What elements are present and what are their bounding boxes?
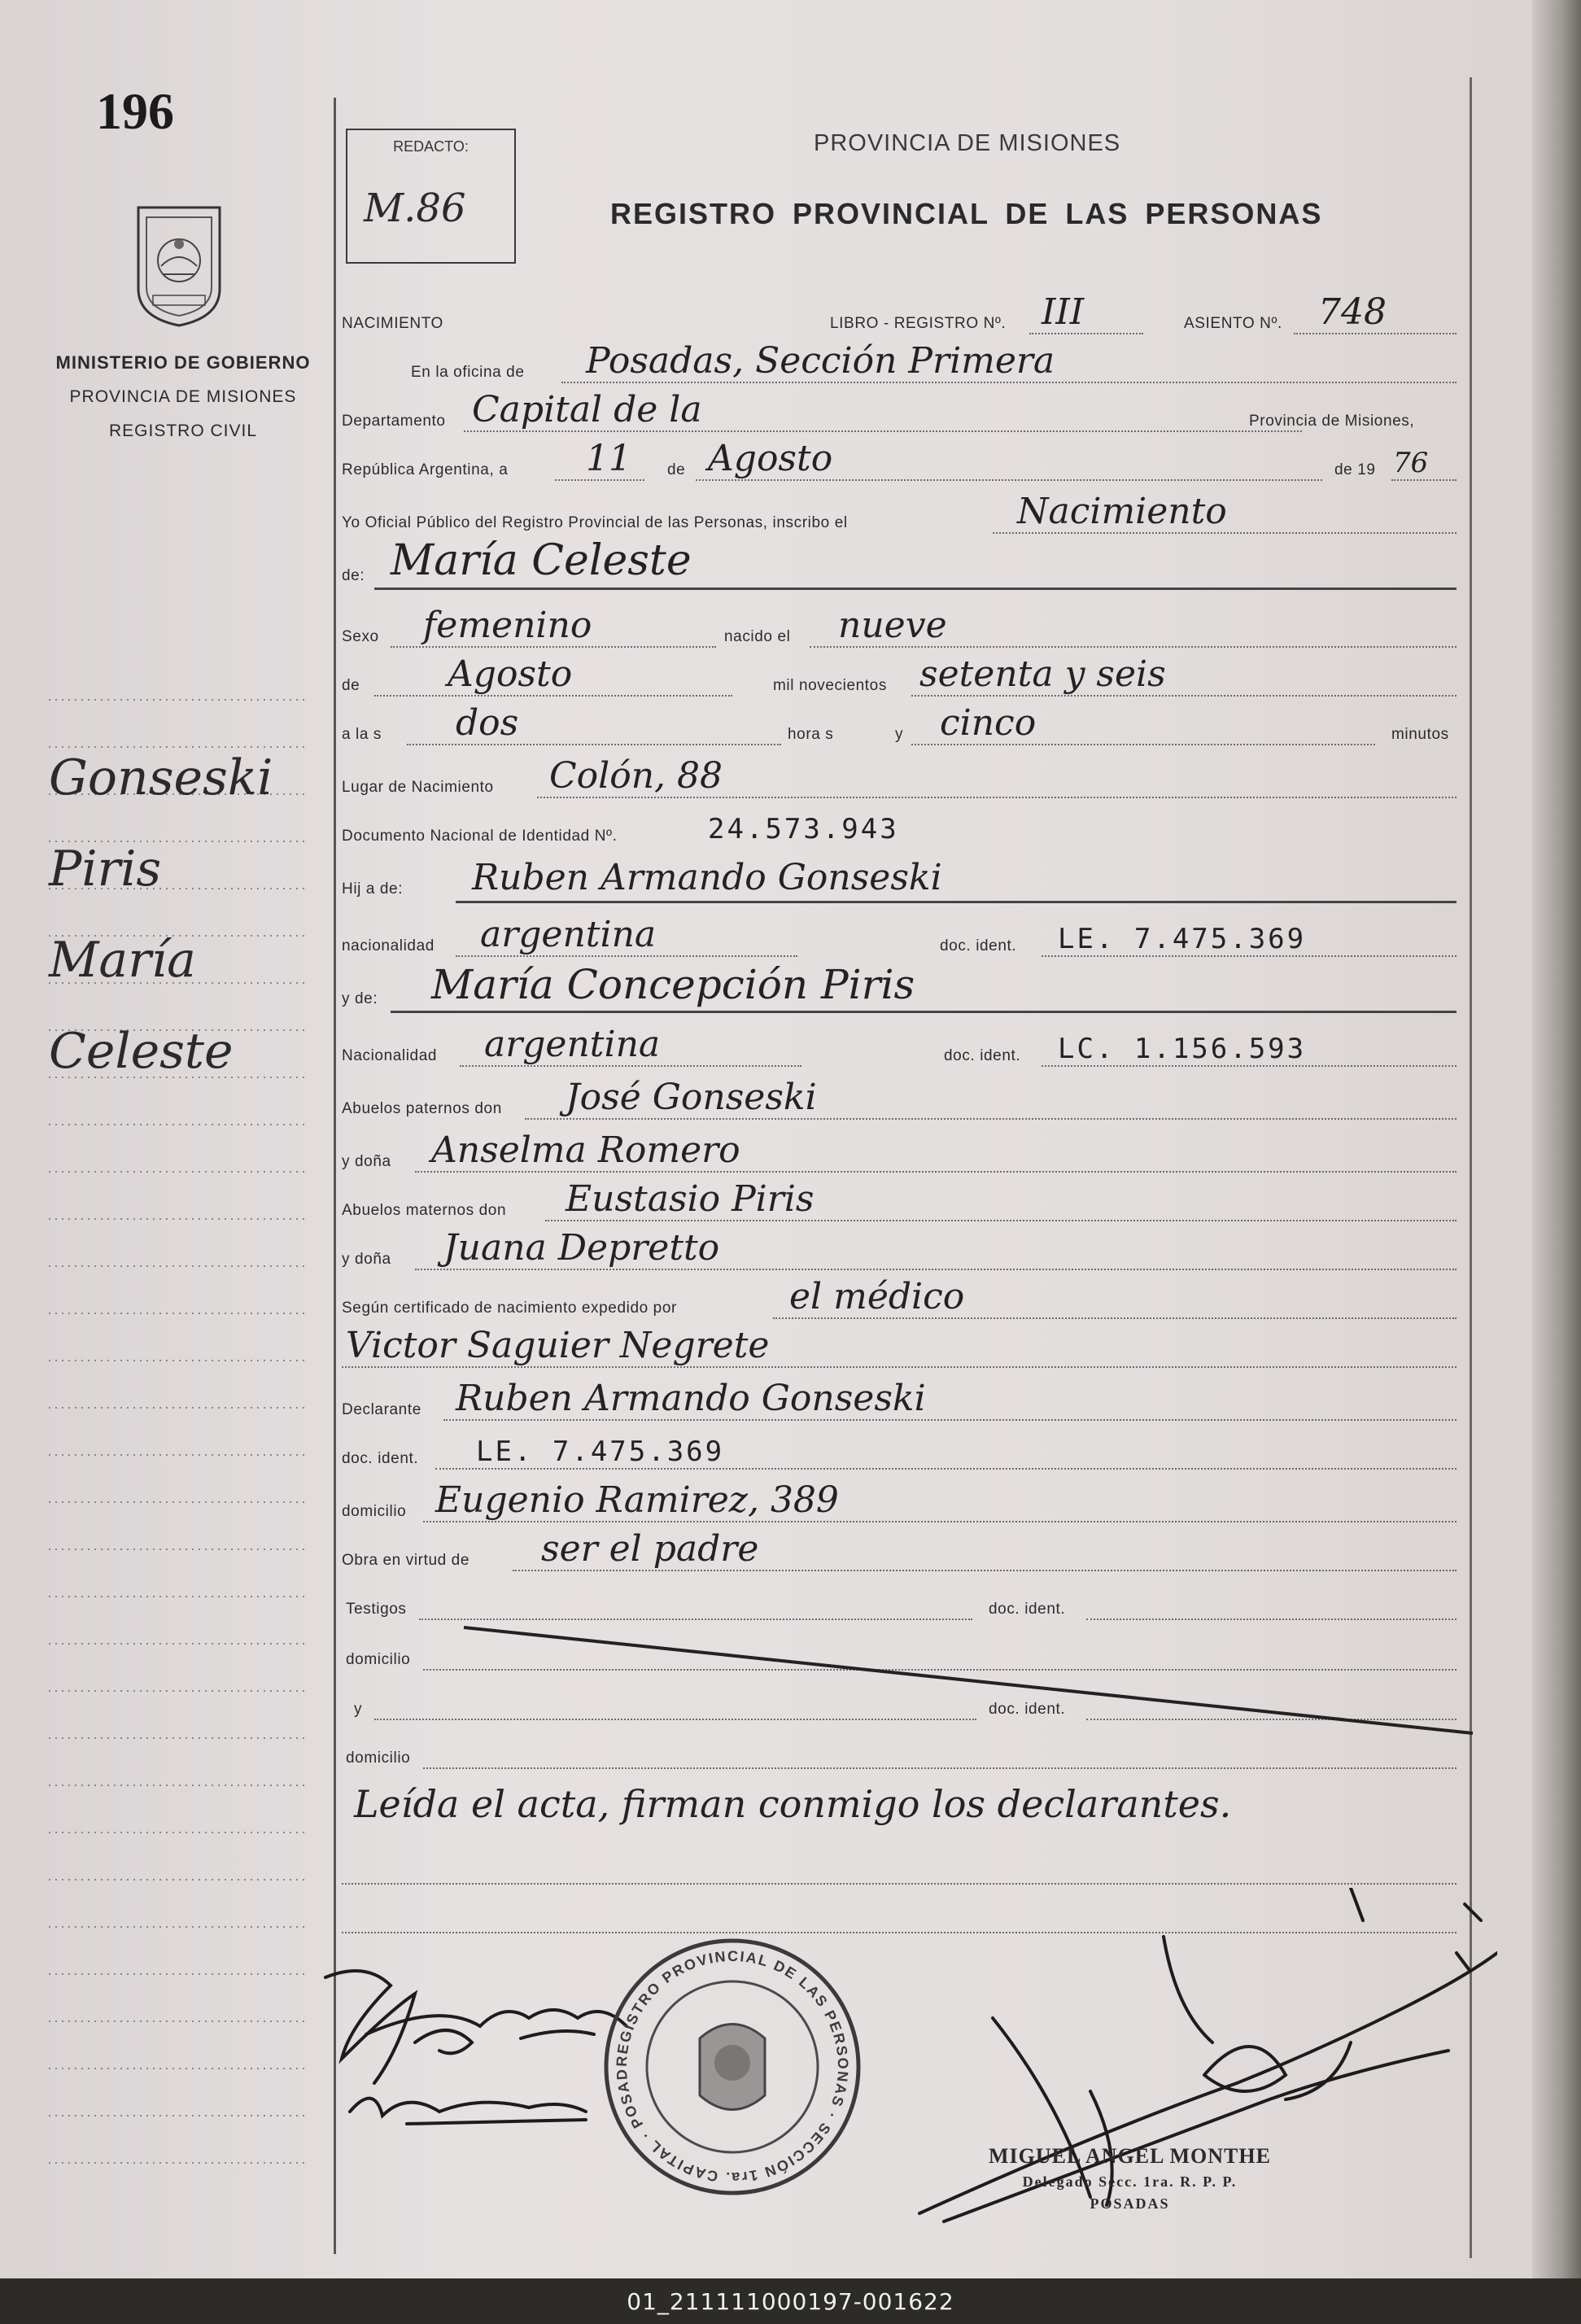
registry-header: REGISTRO PROVINCIAL DE LAS PERSONAS [610,197,1323,230]
row-nac-madre [342,1021,1457,1070]
oficina-label: En la oficina de [411,364,525,381]
nac-padre-value: argentina [480,914,657,955]
testigos-label: Testigos [346,1601,407,1618]
mes-nac-line [374,695,732,697]
dni-value: 24.573.943 [708,813,899,845]
doc-madre-label: doc. ident. [944,1047,1021,1064]
registry-stamp [598,1933,867,2201]
hijo-label: Hij a de: [342,880,404,898]
row-hora [342,700,1457,749]
nacido-line [810,646,1457,648]
y-minutos-label: y [895,726,904,743]
asiento-line [1294,333,1457,334]
ministry-block [33,346,334,448]
yde-label: y de: [342,990,378,1007]
scan-id-footer: 01_211111000197-001622 [0,2278,1581,2324]
declarante-line [443,1419,1457,1421]
domicilio-label: domicilio [342,1503,407,1520]
doc-test2-label: doc. ident. [989,1701,1066,1718]
padre-value: Ruben Armando Gonseski [472,857,942,898]
month-value: Agosto [708,438,833,479]
ministry-province: PROVINCIA DE MISIONES [69,387,297,406]
horas-line [407,744,781,745]
row-obra [342,1526,1457,1575]
ala-label: a la s [342,726,382,743]
nombre-line [374,588,1457,590]
day-value: 11 [586,438,631,479]
libro-label: LIBRO - REGISTRO Nº. [830,315,1007,332]
medico-value: Victor Saguier Negrete [346,1325,770,1366]
madre-line [391,1011,1457,1013]
row-record-numbers [342,289,1457,338]
certificado-label: Según certificado de nacimiento expedido por [342,1300,677,1317]
mes-nac-value: Agosto [448,653,573,695]
doc-padre-label: doc. ident. [940,937,1017,954]
row-abuela-mat [342,1225,1457,1273]
government-seal-icon [122,199,236,330]
row-abuela-pat [342,1127,1457,1176]
medico-line [342,1366,1457,1368]
nacido-label: nacido el [724,628,791,645]
doc-madre-line [1042,1065,1457,1067]
minutos-value: cinco [940,702,1037,744]
testigos-strike-line [456,1619,1481,1741]
year-line [1391,479,1457,481]
doc-test-label: doc. ident. [989,1601,1066,1618]
row-departamento [342,387,1457,435]
abuela-mat-line [415,1269,1457,1270]
sexo-label: Sexo [342,628,379,645]
acto-value: Nacimiento [1017,491,1227,532]
nac-padre-label: nacionalidad [342,937,435,954]
padre-line [456,901,1457,903]
row-testigos [342,1575,1457,1623]
row-inscribo [342,488,1457,537]
signer-title: Delegado Secc. 1ra. R. P. P. [1022,2173,1238,2190]
domicilio2-label: domicilio [346,1651,411,1668]
year-label: de 19 [1334,461,1376,478]
redacto-label: REDACTO: [393,138,469,155]
row-fecha [342,435,1457,484]
row-doc-declarante [342,1424,1457,1473]
abuelo-mat-line [545,1220,1457,1221]
de-mes-label: de [342,677,360,694]
certificado-line [773,1317,1457,1319]
margin-surname-1: Gonseski [49,749,273,806]
domicilio-value: Eugenio Ramirez, 389 [435,1479,839,1521]
abuela-pat-value: Anselma Romero [431,1129,740,1171]
margin-given-2: Celeste [49,1023,234,1080]
oficina-line [561,382,1457,383]
libro-line [1029,333,1143,334]
departamento-value: Capital de la [472,389,702,430]
minutos-label: minutos [1391,726,1449,743]
doc-padre-line [1042,955,1457,957]
row-nombre [342,536,1457,590]
margin-surname-2: Piris [49,841,162,898]
sexo-value: femenino [423,605,592,646]
anio-nac-value: setenta y seis [919,653,1166,695]
nac-madre-value: argentina [484,1024,661,1065]
province-header: PROVINCIA DE MISIONES [814,130,1121,156]
abuelo-mat-value: Eustasio Piris [566,1178,815,1220]
row-domicilio [342,1477,1457,1526]
y2-label: y [354,1701,363,1718]
doc-decl-line [435,1468,1457,1470]
lugar-label: Lugar de Nacimiento [342,779,494,796]
stamp-ring-text: REGISTRO PROVINCIAL DE LAS PERSONAS · SECCIÓN 1ra. CAPITAL · POSAD [613,1947,852,2186]
row-sexo [342,602,1457,651]
redacto-value: M.86 [364,186,466,231]
abuela-mat-value: Juana Depretto [443,1227,720,1269]
row-dni [342,802,1457,850]
ministry-title: MINISTERIO DE GOBIERNO [55,352,311,373]
domicilio3-line [423,1767,1457,1769]
doc-decl-value: LE. 7.475.369 [476,1435,725,1468]
minutos-line [911,744,1375,745]
ydona1-label: y doña [342,1153,391,1170]
signer-city: POSADAS [1090,2195,1170,2212]
sexo-line [391,646,716,648]
row-abuelo-pat [342,1074,1457,1123]
abuela-pat-line [415,1171,1457,1173]
madre-value: María Concepción Piris [431,961,915,1008]
abuelo-pat-value: José Gonseski [566,1077,817,1118]
row-oficina [342,338,1457,387]
domicilio3-label: domicilio [346,1750,411,1767]
oficina-value: Posadas, Sección Primera [586,340,1055,382]
nac-madre-line [460,1065,801,1067]
dni-label: Documento Nacional de Identidad Nº. [342,828,618,845]
de-label: de [667,461,686,478]
year-value: 76 [1393,447,1429,479]
declarante-value: Ruben Armando Gonseski [456,1378,926,1419]
page-number: 196 [96,82,174,140]
domicilio-line [423,1521,1457,1522]
departamento-line [464,430,1302,432]
row-blank-1 [342,1839,1457,1888]
margin-annotation [49,732,309,1097]
republica-label: República Argentina, a [342,461,509,478]
day-line [555,479,644,481]
abuelos-pat-label: Abuelos paternos don [342,1100,502,1117]
horas-label: hora s [788,726,834,743]
mil-label: mil novecientos [773,677,887,694]
row-closing [342,1782,1457,1831]
month-line [696,479,1322,481]
left-rule [334,98,336,2254]
asiento-value: 748 [1318,291,1387,333]
asiento-label: ASIENTO Nº. [1184,315,1282,332]
obra-value: ser el padre [541,1528,759,1570]
ministry-registry: REGISTRO CIVIL [108,422,258,440]
departamento-label: Departamento [342,413,446,430]
abuelos-mat-label: Abuelos maternos don [342,1202,507,1219]
lugar-line [537,797,1457,798]
row-declarante [342,1375,1457,1424]
redacto-box [346,129,516,264]
row-nac-padre [342,911,1457,960]
libro-value: III [1042,291,1085,333]
nac-madre-label: Nacionalidad [342,1047,438,1064]
horas-value: dos [456,702,519,744]
lugar-value: Colón, 88 [549,755,723,797]
row-abuelo-mat [342,1176,1457,1225]
record-type-label: NACIMIENTO [342,315,443,332]
acto-line [993,532,1457,534]
provincia-label: Provincia de Misiones, [1249,413,1415,430]
declarante-label: Declarante [342,1401,421,1418]
de-nombre-label: de: [342,567,365,584]
margin-given-1: María [49,932,196,989]
doc-decl-label: doc. ident. [342,1450,419,1467]
row-lugar [342,753,1457,802]
signer-name: MIGUEL ANGEL MONTHE [989,2144,1271,2168]
ydona2-label: y doña [342,1251,391,1268]
obra-label: Obra en virtud de [342,1552,470,1569]
nombre-value: María Celeste [391,536,692,585]
nacido-value: nueve [838,605,947,646]
nac-padre-line [456,955,797,957]
signer-block [989,2144,1271,2213]
certificado-value: el médico [789,1276,965,1317]
row-medico [342,1322,1457,1371]
row-padre [342,854,1457,903]
row-certificado [342,1273,1457,1322]
inscribo-label: Yo Oficial Público del Registro Provincial de las Personas, inscribo el [342,514,848,531]
row-mes-anio [342,651,1457,700]
closing-value: Leída el acta, firman conmigo los declarantes. [354,1782,1232,1826]
doc-padre-value: LE. 7.475.369 [1058,923,1307,955]
abuelo-pat-line [525,1118,1457,1120]
anio-nac-line [911,695,1457,697]
obra-line [513,1570,1457,1571]
blank-line-1 [342,1883,1457,1885]
book-binding [1532,0,1581,2278]
doc-madre-value: LC. 1.156.593 [1058,1033,1307,1065]
row-madre [342,961,1457,1013]
